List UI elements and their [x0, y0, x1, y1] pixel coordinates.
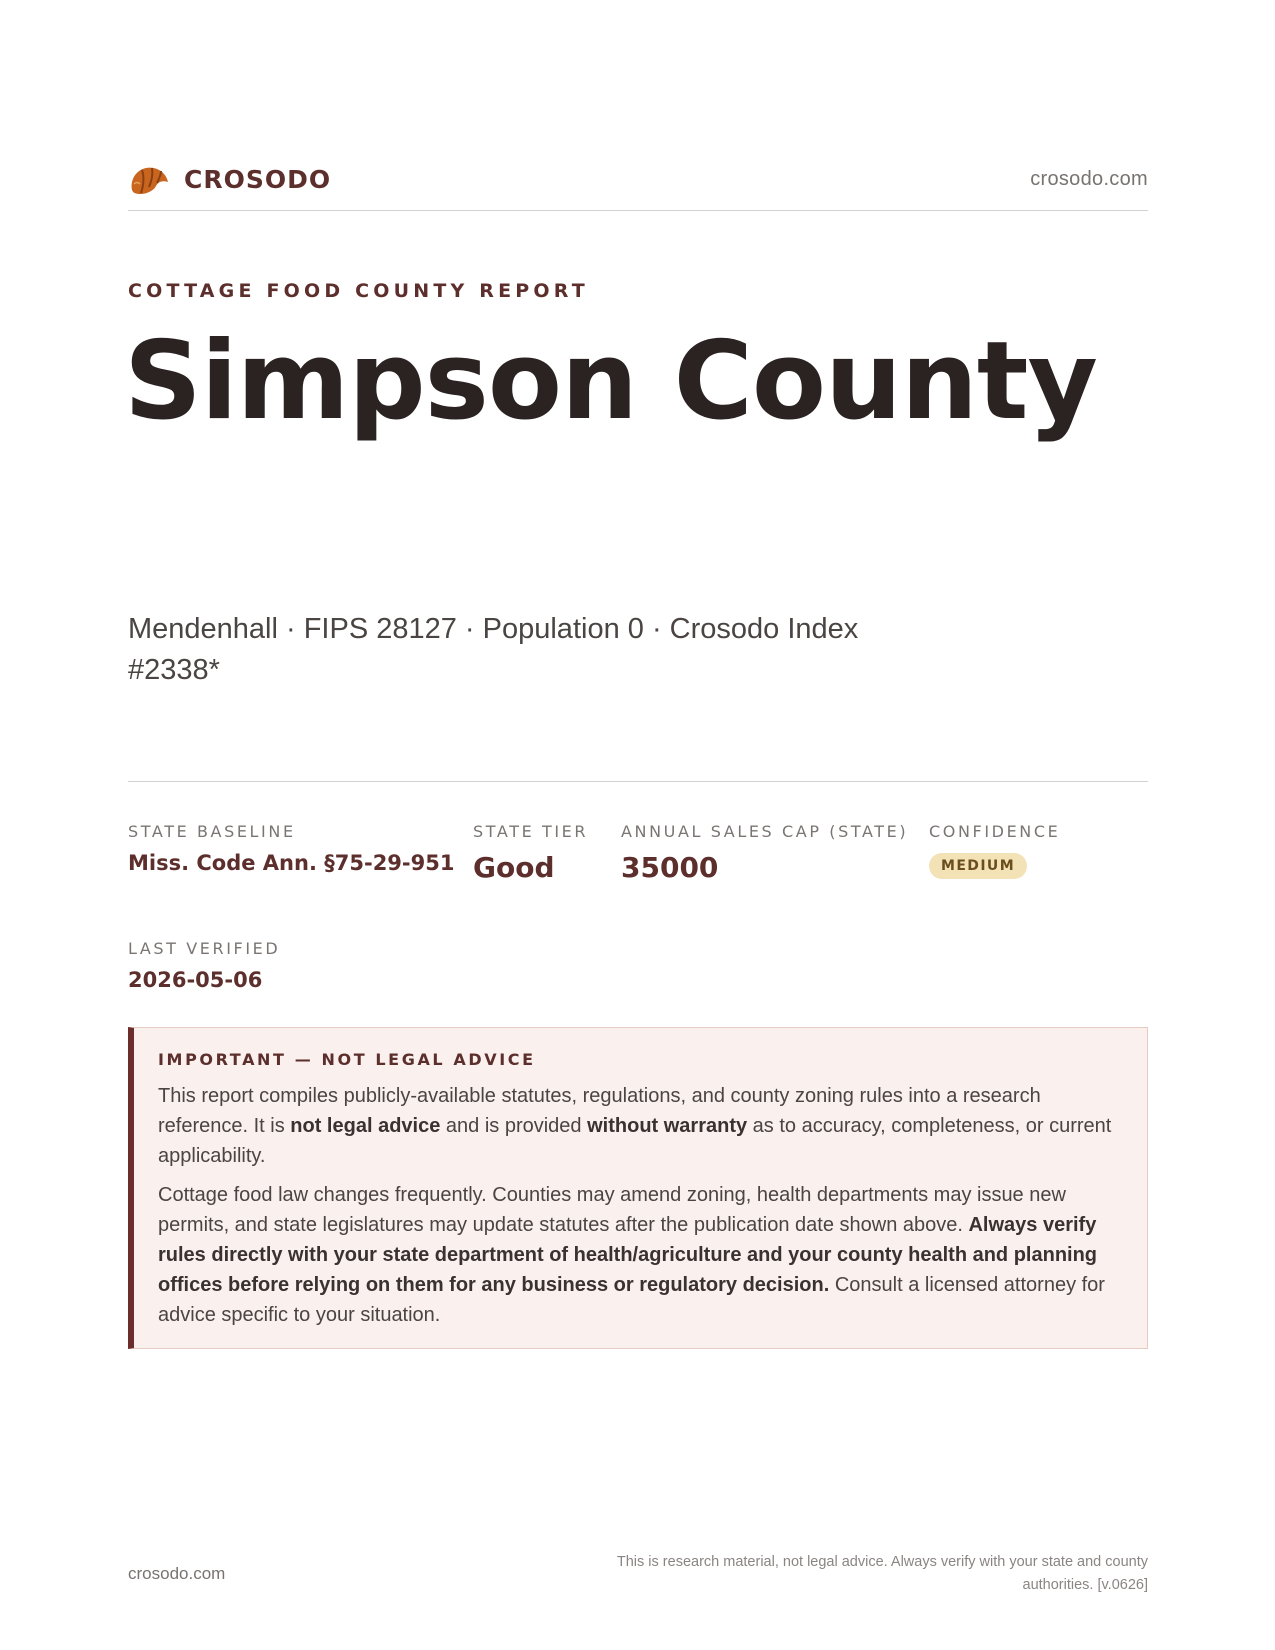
- site-url[interactable]: crosodo.com: [1030, 168, 1148, 190]
- stat-last-verified: [128, 939, 280, 992]
- notice-text: This report compiles publicly-available statutes, regulations, and county zoning rules into a research reference. It is: [158, 1085, 1041, 1137]
- notice-emphasis: without warranty: [587, 1115, 748, 1137]
- notice-text: Consult a licensed attorney for advice specific to your situation.: [158, 1274, 1105, 1326]
- stat-annual-sales-cap: [621, 822, 908, 884]
- brand: [128, 160, 331, 198]
- notice-paragraph: [158, 1081, 1123, 1171]
- notice-emphasis: not legal advice: [290, 1115, 441, 1137]
- stat-label: LAST VERIFIED: [128, 939, 281, 958]
- croissant-icon: [128, 160, 170, 198]
- report-kicker: COTTAGE FOOD COUNTY REPORT: [128, 280, 589, 302]
- page-header: [128, 158, 1148, 211]
- stat-state-baseline: [128, 822, 454, 875]
- notice-text: as to accuracy, completeness, or current applicability.: [158, 1115, 1112, 1167]
- stat-label: CONFIDENCE: [929, 822, 1061, 841]
- footer-site-url[interactable]: crosodo.com: [128, 1564, 226, 1583]
- stat-label: STATE BASELINE: [128, 822, 296, 841]
- stat-label: STATE TIER: [473, 822, 589, 841]
- legal-notice: [128, 1027, 1148, 1349]
- brand-name: CROSODO: [184, 164, 332, 194]
- notice-title: IMPORTANT — NOT LEGAL ADVICE: [158, 1050, 536, 1069]
- stat-value: Miss. Code Ann. §75-29-951: [128, 851, 455, 875]
- report-subtitle: Mendenhall · FIPS 28127 · Population 0 · Crosodo Index #2338*: [128, 613, 859, 686]
- confidence-badge: MEDIUM: [929, 853, 1027, 879]
- stat-value: Good: [473, 851, 555, 884]
- divider: [128, 781, 1148, 782]
- stat-confidence: [929, 822, 1060, 879]
- stat-label: ANNUAL SALES CAP (STATE): [621, 822, 909, 841]
- stat-value: 2026-05-06: [128, 968, 263, 992]
- footer-disclaimer: This is research material, not legal advice. Always verify with your state and county authorities. [v.0626]: [616, 1554, 1148, 1593]
- notice-paragraph: [158, 1180, 1123, 1330]
- stat-value: 35000: [621, 851, 719, 884]
- notice-emphasis: Always verify rules directly with your state department of health/agriculture and your county health and planning offices before relying on them for any business or regulatory decision.: [158, 1214, 1098, 1296]
- notice-text: Cottage food law changes frequently. Counties may amend zoning, health departments may issue new permits, and state legislatures may update statutes after the publication date shown above.: [158, 1184, 1066, 1236]
- page-title: Simpson County: [124, 319, 1097, 444]
- stat-state-tier: [473, 822, 588, 884]
- notice-text: and is provided: [440, 1115, 588, 1137]
